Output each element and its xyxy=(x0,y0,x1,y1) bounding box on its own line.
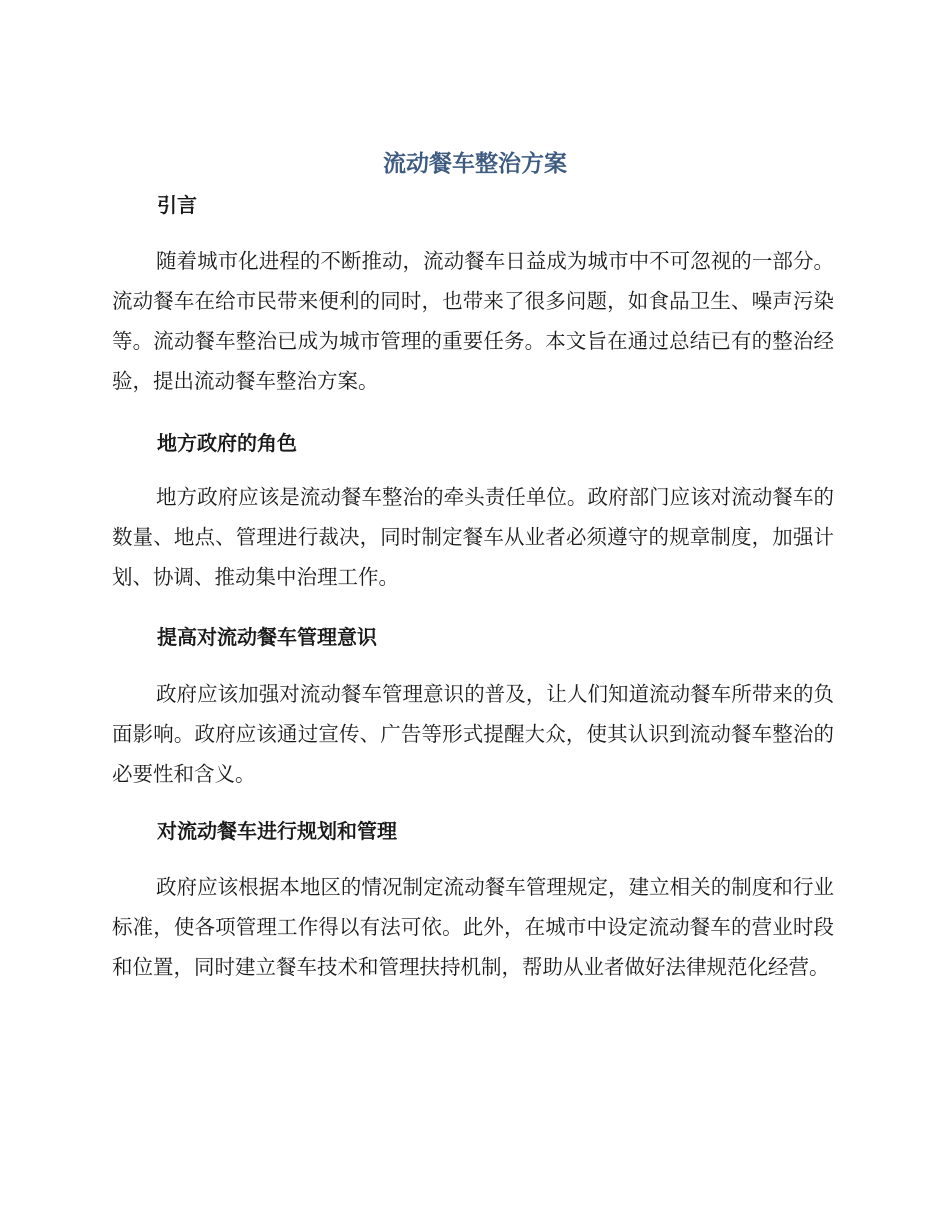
section-heading-planning-and-management: 对流动餐车进行规划和管理 xyxy=(157,819,397,843)
section-paragraph-introduction: 随着城市化进程的不断推动，流动餐车日益成为城市中不可忽视的一部分。流动餐车在给市民带来便利的同时，也带来了很多问题，如食品卫生、噪声污染等。流动餐车整治已成为城市管理的重要任务。本文旨在通过总结已有的整治经验，提出流动餐车整治方案。 xyxy=(112,249,834,393)
section-heading-local-government-role: 地方政府的角色 xyxy=(157,431,297,455)
section-paragraph-planning-and-management: 政府应该根据本地区的情况制定流动餐车管理规定，建立相关的制度和行业标准，使各项管理工作得以有法可依。此外，在城市中设定流动餐车的营业时段和位置，同时建立餐车技术和管理扶持机制，帮助从业者做好法律规范化经营。 xyxy=(112,875,834,979)
section-paragraph-management-awareness: 政府应该加强对流动餐车管理意识的普及，让人们知道流动餐车所带来的负面影响。政府应该通过宣传、广告等形式提醒大众，使其认识到流动餐车整治的必要性和含义。 xyxy=(112,682,834,786)
section-heading-introduction: 引言 xyxy=(157,193,197,217)
section-heading-management-awareness: 提高对流动餐车管理意识 xyxy=(157,625,377,649)
document-title: 流动餐车整治方案 xyxy=(383,151,567,177)
section-paragraph-local-government-role: 地方政府应该是流动餐车整治的牵头责任单位。政府部门应该对流动餐车的数量、地点、管理进行裁决，同时制定餐车从业者必须遵守的规章制度，加强计划、协调、推动集中治理工作。 xyxy=(112,485,834,589)
